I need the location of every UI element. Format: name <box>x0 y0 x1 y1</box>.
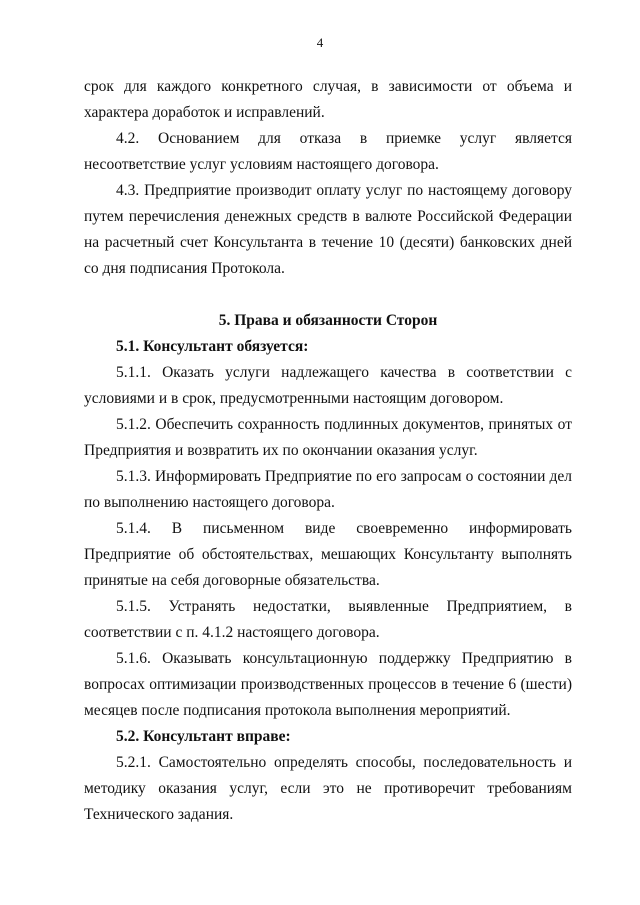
paragraph-4-2: 4.2. Основанием для отказа в приемке услуг является несоответствие услуг условиям настоящего договора. <box>84 130 572 173</box>
page-number: 4 <box>316 35 324 50</box>
subsection-5-1-title: 5.1. Консультант обязуется: <box>116 338 309 355</box>
clause-5-1-2: 5.1.2. Обеспечить сохранность подлинных документов, принятых от Предприятия и возвратить их по окончании оказания услуг. <box>84 416 572 459</box>
clause-5-1-6: 5.1.6. Оказывать консультационную поддержку Предприятию в вопросах оптимизации производственных процессов в течение 6 (шести) месяцев после подписания протокола выполнения мероприятий. <box>84 650 572 719</box>
clause-5-1-1: 5.1.1. Оказать услуги надлежащего качества в соответствии с условиями и в срок, предусмотренными настоящим договором. <box>84 364 572 407</box>
clause-5-1-4: 5.1.4. В письменном виде своевременно информировать Предприятие об обстоятельствах, мешающих Консультанту выполнять принятые на себя договорные обязательства. <box>84 520 572 589</box>
paragraph-continuation: срок для каждого конкретного случая, в зависимости от объема и характера доработок и исправлений. <box>84 78 572 121</box>
section-heading: 5. Права и обязанности Сторон <box>218 312 438 329</box>
paragraph-4-3: 4.3. Предприятие производит оплату услуг по настоящему договору путем перечисления денежных средств в валюте Российской Федерации на расчетный счет Консультанта в течение 10 (десяти) банковских дней со дня подписания Протокола. <box>84 182 572 277</box>
clause-5-1-5: 5.1.5. Устранять недостатки, выявленные Предприятием, в соответствии с п. 4.1.2 настоящего договора. <box>84 598 572 641</box>
clause-5-2-1: 5.2.1. Самостоятельно определять способы, последовательность и методику оказания услуг, если это не противоречит требованиям Технического задания. <box>84 754 572 823</box>
document-body <box>84 74 572 828</box>
clause-5-1-3: 5.1.3. Информировать Предприятие по его запросам о состоянии дел по выполнению настоящего договора. <box>84 468 572 511</box>
subsection-5-2-title: 5.2. Консультант вправе: <box>116 728 291 745</box>
